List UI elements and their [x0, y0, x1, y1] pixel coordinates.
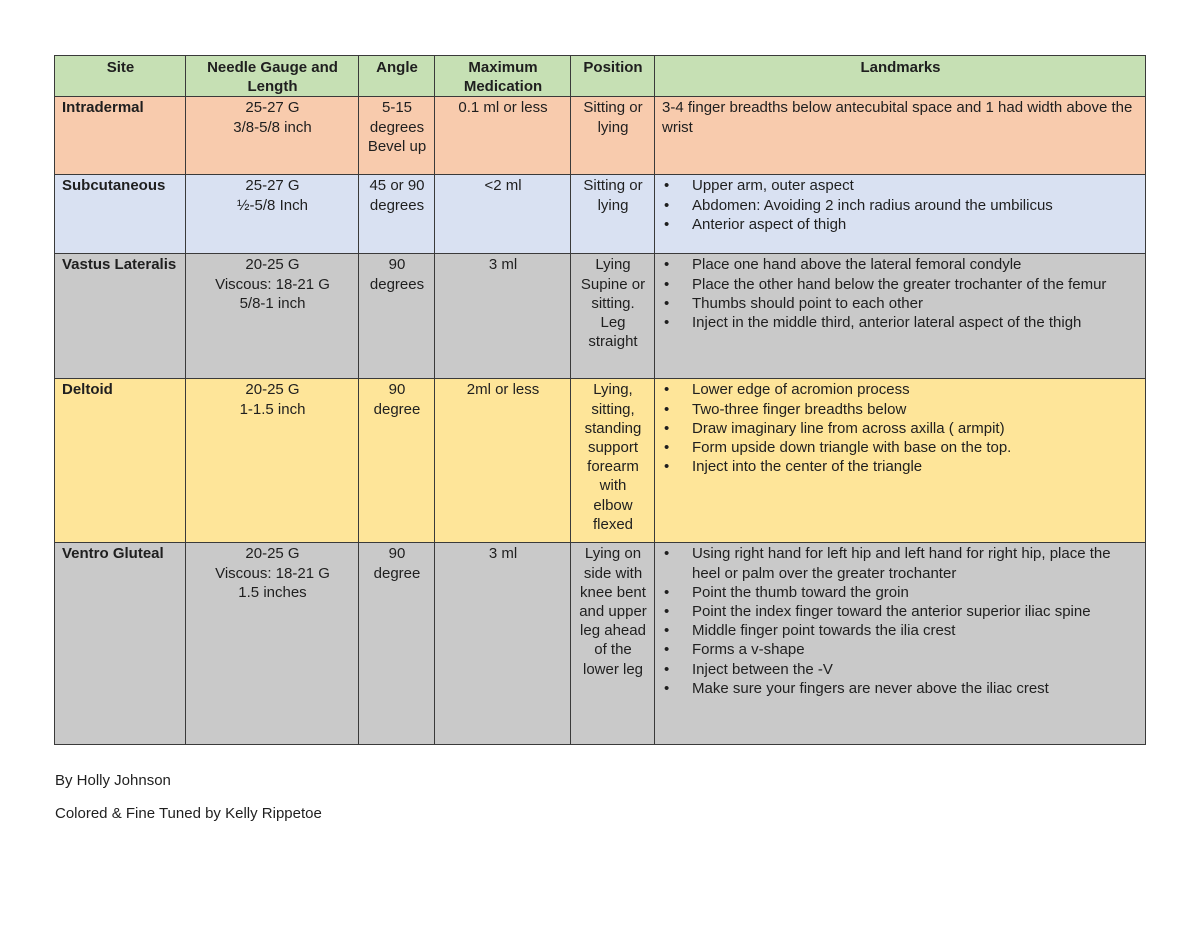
position-cell: Lying, sitting, standing support forearm with elbow flexed	[571, 379, 655, 543]
landmarks-cell	[655, 379, 1146, 543]
needle-cell: 20-25 G Viscous: 18-21 G 5/8-1 inch	[186, 254, 359, 379]
landmark-item: • Two-three finger breadths below	[662, 400, 1139, 419]
colorist-credit: Colored & Fine Tuned by Kelly Rippetoe	[55, 805, 322, 822]
header-position: Position	[571, 56, 655, 97]
landmarks-cell	[655, 175, 1146, 254]
angle-cell: 90 degree	[359, 543, 435, 745]
landmark-item: • Abdomen: Avoiding 2 inch radius around the umbilicus	[662, 196, 1139, 215]
site-cell: Ventro Gluteal	[55, 543, 186, 745]
position-cell: Lying on side with knee bent and upper leg ahead of the lower leg	[571, 543, 655, 745]
landmark-item: • Lower edge of acromion process	[662, 380, 1139, 399]
max-medication-cell: <2 ml	[435, 175, 571, 254]
position-cell: Sitting or lying	[571, 97, 655, 175]
landmark-item: • Inject into the center of the triangle	[662, 457, 1139, 476]
needle-cell: 20-25 G 1-1.5 inch	[186, 379, 359, 543]
landmarks-cell	[655, 254, 1146, 379]
landmarks-list	[662, 255, 1139, 332]
header-landmarks: Landmarks	[655, 56, 1146, 97]
landmark-item: • Thumbs should point to each other	[662, 294, 1139, 313]
landmark-item: • Form upside down triangle with base on the top.	[662, 438, 1139, 457]
max-medication-cell: 3 ml	[435, 254, 571, 379]
needle-cell: 25-27 G ½-5/8 Inch	[186, 175, 359, 254]
landmark-item: • Place one hand above the lateral femoral condyle	[662, 255, 1139, 274]
needle-cell: 20-25 G Viscous: 18-21 G 1.5 inches	[186, 543, 359, 745]
landmark-item: • Inject in the middle third, anterior lateral aspect of the thigh	[662, 313, 1139, 332]
landmarks-cell	[655, 543, 1146, 745]
landmark-item: • Point the thumb toward the groin	[662, 583, 1139, 602]
landmark-item: • Draw imaginary line from across axilla ( armpit)	[662, 419, 1139, 438]
max-medication-cell: 2ml or less	[435, 379, 571, 543]
table-row	[55, 175, 1146, 254]
landmark-item: • Anterior aspect of thigh	[662, 215, 1139, 234]
max-medication-cell: 0.1 ml or less	[435, 97, 571, 175]
landmark-item: • Inject between the -V	[662, 660, 1139, 679]
site-cell: Deltoid	[55, 379, 186, 543]
position-cell: Lying Supine or sitting. Leg straight	[571, 254, 655, 379]
angle-cell: 5-15 degrees Bevel up	[359, 97, 435, 175]
landmark-item: • Point the index finger toward the anterior superior iliac spine	[662, 602, 1139, 621]
landmark-item: • Middle finger point towards the ilia crest	[662, 621, 1139, 640]
landmarks-list	[662, 544, 1139, 698]
landmarks-list	[662, 380, 1139, 476]
landmark-item: • Place the other hand below the greater trochanter of the femur	[662, 275, 1139, 294]
site-cell: Vastus Lateralis	[55, 254, 186, 379]
landmark-item: • Make sure your fingers are never above the iliac crest	[662, 679, 1139, 698]
angle-cell: 45 or 90 degrees	[359, 175, 435, 254]
angle-cell: 90 degrees	[359, 254, 435, 379]
header-needle-gauge: Needle Gauge and Length	[186, 56, 359, 97]
site-cell: Subcutaneous	[55, 175, 186, 254]
landmark-item: • Forms a v-shape	[662, 640, 1139, 659]
header-site: Site	[55, 56, 186, 97]
landmarks-list	[662, 176, 1139, 234]
injection-sites-table	[54, 55, 1146, 745]
header-max-medication: Maximum Medication	[435, 56, 571, 97]
landmark-item: • Using right hand for left hip and left hand for right hip, place the heel or palm over the greater trochanter	[662, 544, 1139, 582]
table-row	[55, 543, 1146, 745]
max-medication-cell: 3 ml	[435, 543, 571, 745]
site-cell: Intradermal	[55, 97, 186, 175]
angle-cell: 90 degree	[359, 379, 435, 543]
landmark-item: • Upper arm, outer aspect	[662, 176, 1139, 195]
landmarks-cell: 3-4 finger breadths below antecubital space and 1 had width above the wrist	[655, 97, 1146, 175]
table-row	[55, 97, 1146, 175]
needle-cell: 25-27 G 3/8-5/8 inch	[186, 97, 359, 175]
table-row	[55, 379, 1146, 543]
table-header-row	[55, 56, 1146, 97]
header-angle: Angle	[359, 56, 435, 97]
position-cell: Sitting or lying	[571, 175, 655, 254]
author-credit: By Holly Johnson	[55, 772, 171, 789]
table-row	[55, 254, 1146, 379]
